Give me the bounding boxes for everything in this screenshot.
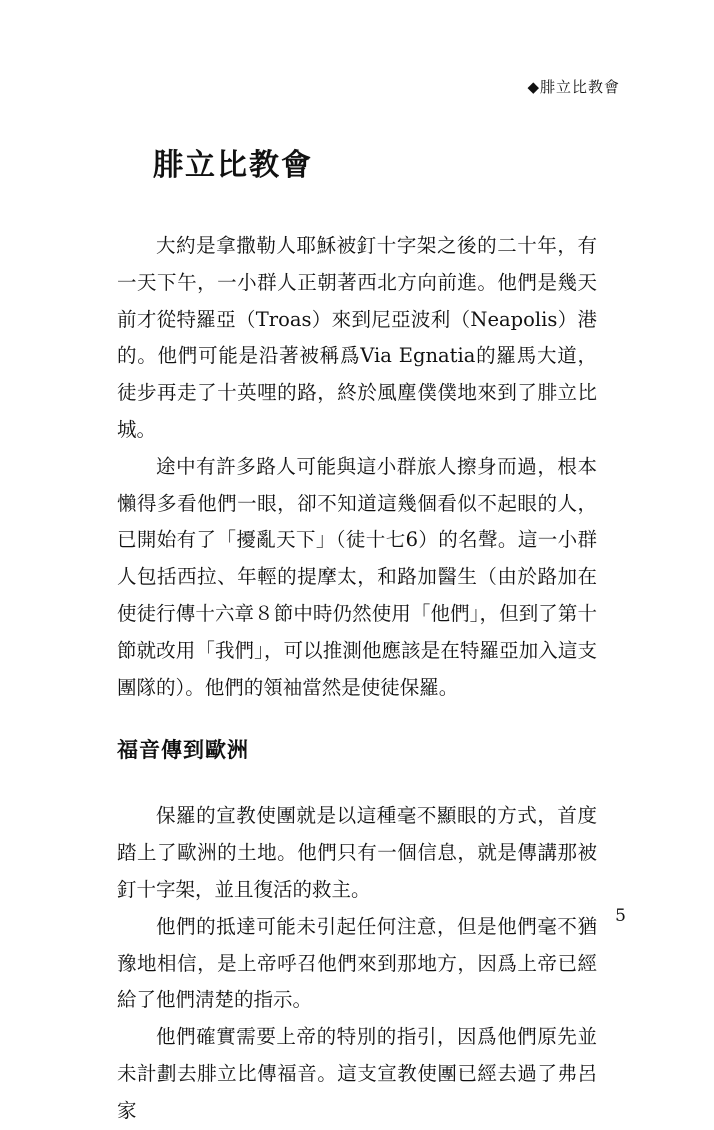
page-body <box>117 228 597 1130</box>
paragraph: 他們的抵達可能未引起任何注意，但是他們毫不猶豫地相信，是上帝呼召他們來到那地方，因爲上帝已經給了他們淸楚的指示。 <box>117 914 597 1012</box>
running-header: ◆腓立比教會 <box>527 78 620 96</box>
paragraph: 大約是拿撒勒人耶穌被釘十字架之後的二十年，有一天下午，一小群人正朝著西北方向前進。他們是幾天前才從特羅亞（Troas）來到尼亞波利（Neapolis）港的。他們可能是沿著被稱爲Via Egnatia的羅馬大道，徒步再走了十英哩的路，終於風塵僕僕地來到了腓立比城。 <box>117 234 597 441</box>
paragraph: 途中有許多路人可能與這小群旅人擦身而過，根本懶得多看他們一眼，卻不知道這幾個看似不起眼的人，已開始有了「擾亂天下」（徒十七6）的名聲。這一小群人包括西拉、年輕的提摩太，和路加醫生（由於路加在使徒行傳十六章８節中時仍然使用「他們」，但到了第十節就改用「我們」，可以推測他應該是在特羅亞加入這支團隊的）。他們的領袖當然是使徒保羅。 <box>117 454 597 699</box>
page-number: 5 <box>615 906 626 926</box>
section-heading: 福音傳到歐洲 <box>117 737 249 763</box>
paragraph: 保羅的宣教使團就是以這種毫不顯眼的方式，首度踏上了歐洲的土地。他們只有一個信息，就是傳講那被釘十字架，並且復活的救主。 <box>117 804 597 901</box>
paragraph: 他們確實需要上帝的特別的指引，因爲他們原先並未計劃去腓立比傳福音。這支宣教使團已經去過了弗呂家 <box>117 1025 597 1122</box>
chapter-title: 腓立比教會 <box>153 148 313 183</box>
